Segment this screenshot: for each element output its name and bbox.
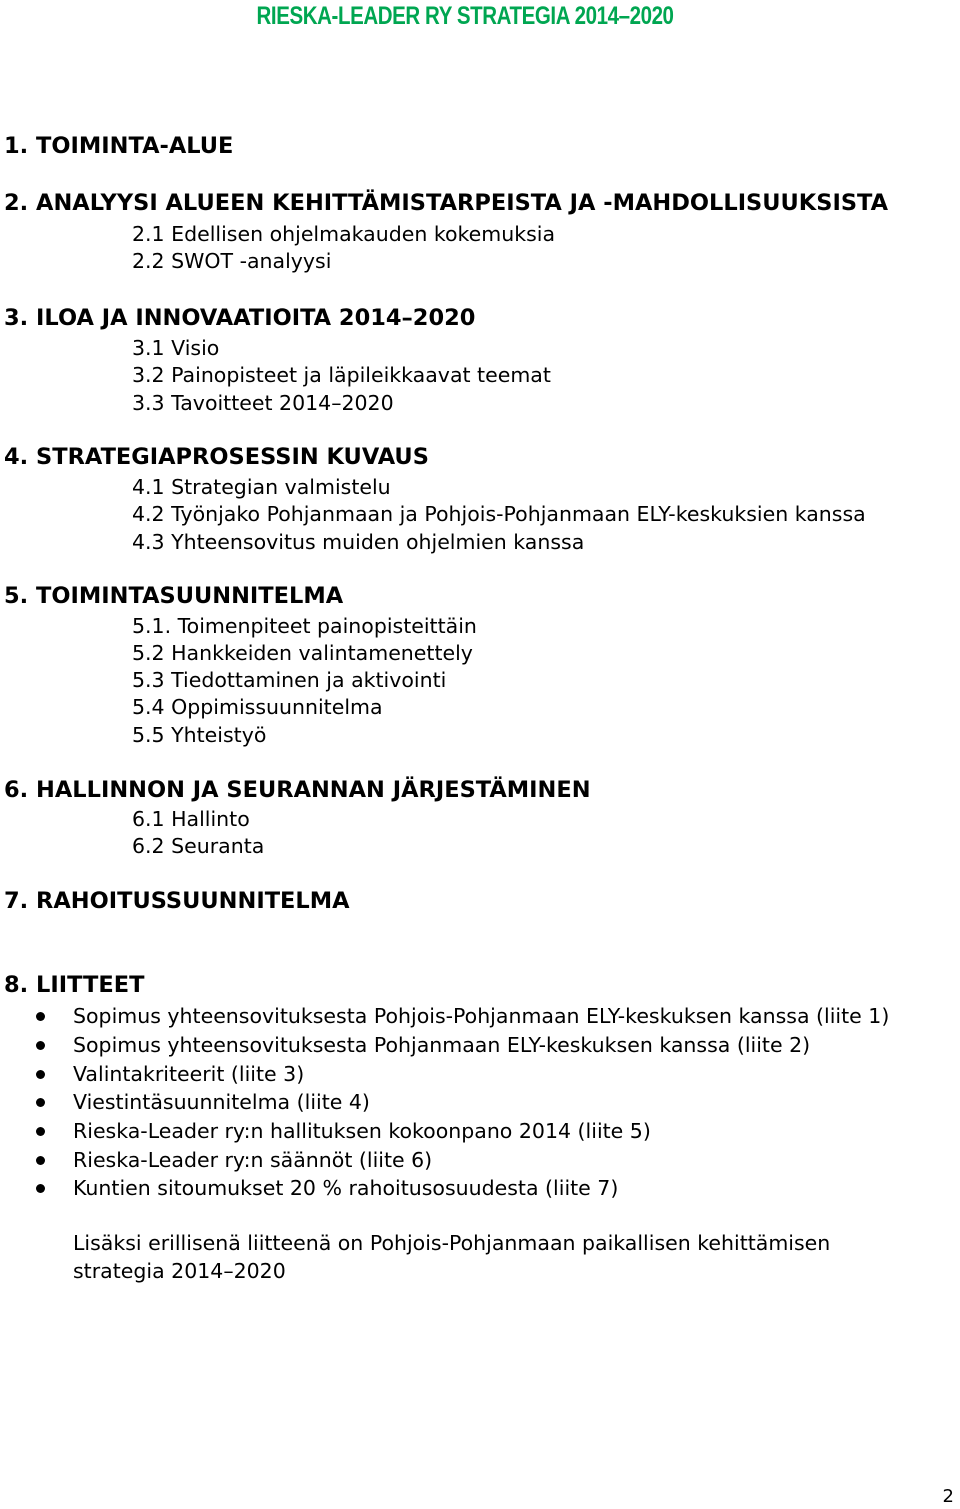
toc-section-2: 2. ANALYYSI ALUEEN KEHITTÄMISTARPEISTA JA -MAHDOLLISUUKSISTA bbox=[4, 190, 889, 216]
toc-section-7: 7. RAHOITUSSUUNNITELMA bbox=[4, 888, 350, 914]
toc-subsection-5-1: 5.1. Toimenpiteet painopisteittäin bbox=[132, 614, 477, 638]
attachment-item: Rieska-Leader ry:n säännöt (liite 6) bbox=[73, 1148, 433, 1172]
toc-subsection-6-2: 6.2 Seuranta bbox=[132, 834, 265, 858]
document-header-title: RIESKA-LEADER RY STRATEGIA 2014–2020 bbox=[256, 2, 674, 30]
toc-subsection-6-1: 6.1 Hallinto bbox=[132, 807, 250, 831]
additional-attachment-note: Lisäksi erillisenä liitteenä on Pohjois-Pohjanmaan paikallisen kehittämisen strategia 2014–2020 bbox=[73, 1231, 831, 1283]
attachment-item: Valintakriteerit (liite 3) bbox=[73, 1062, 305, 1086]
attachment-item: Sopimus yhteensovituksesta Pohjois-Pohjanmaan ELY-keskuksen kanssa (liite 1) bbox=[73, 1004, 890, 1028]
toc-section-6: 6. HALLINNON JA SEURANNAN JÄRJESTÄMINEN bbox=[4, 777, 591, 803]
toc-subsection-3-2: 3.2 Painopisteet ja läpileikkaavat teemat bbox=[132, 363, 551, 387]
toc-section-1: 1. TOIMINTA-ALUE bbox=[4, 133, 234, 159]
toc-subsection-5-2: 5.2 Hankkeiden valintamenettely bbox=[132, 641, 473, 665]
attachment-item: Sopimus yhteensovituksesta Pohjanmaan ELY-keskuksen kanssa (liite 2) bbox=[73, 1033, 811, 1057]
bullet-icon bbox=[36, 1184, 45, 1193]
attachment-item: Kuntien sitoumukset 20 % rahoitusosuudesta (liite 7) bbox=[73, 1176, 619, 1200]
bullet-icon bbox=[36, 1012, 45, 1021]
bullet-icon bbox=[36, 1041, 45, 1050]
toc-subsection-4-2: 4.2 Työnjako Pohjanmaan ja Pohjois-Pohjanmaan ELY-keskuksien kanssa bbox=[132, 502, 866, 526]
toc-subsection-5-4: 5.4 Oppimissuunnitelma bbox=[132, 695, 383, 719]
toc-section-4: 4. STRATEGIAPROSESSIN KUVAUS bbox=[4, 444, 429, 470]
bullet-icon bbox=[36, 1156, 45, 1165]
bullet-icon bbox=[36, 1098, 45, 1107]
toc-subsection-3-3: 3.3 Tavoitteet 2014–2020 bbox=[132, 391, 394, 415]
toc-section-8: 8. LIITTEET bbox=[4, 972, 145, 998]
toc-subsection-2-2: 2.2 SWOT -analyysi bbox=[132, 249, 332, 273]
toc-subsection-5-3: 5.3 Tiedottaminen ja aktivointi bbox=[132, 668, 447, 692]
toc-subsection-3-1: 3.1 Visio bbox=[132, 336, 220, 360]
toc-section-5: 5. TOIMINTASUUNNITELMA bbox=[4, 583, 344, 609]
toc-subsection-4-3: 4.3 Yhteensovitus muiden ohjelmien kanssa bbox=[132, 530, 585, 554]
toc-subsection-4-1: 4.1 Strategian valmistelu bbox=[132, 475, 391, 499]
bullet-icon bbox=[36, 1070, 45, 1079]
bullet-icon bbox=[36, 1127, 45, 1136]
toc-section-3: 3. ILOA JA INNOVAATIOITA 2014–2020 bbox=[4, 305, 476, 331]
attachment-item: Rieska-Leader ry:n hallituksen kokoonpano 2014 (liite 5) bbox=[73, 1119, 651, 1143]
toc-subsection-2-1: 2.1 Edellisen ohjelmakauden kokemuksia bbox=[132, 222, 556, 246]
toc-subsection-5-5: 5.5 Yhteistyö bbox=[132, 723, 267, 747]
page-number: 2 bbox=[942, 1486, 954, 1507]
attachment-item: Viestintäsuunnitelma (liite 4) bbox=[73, 1090, 370, 1114]
